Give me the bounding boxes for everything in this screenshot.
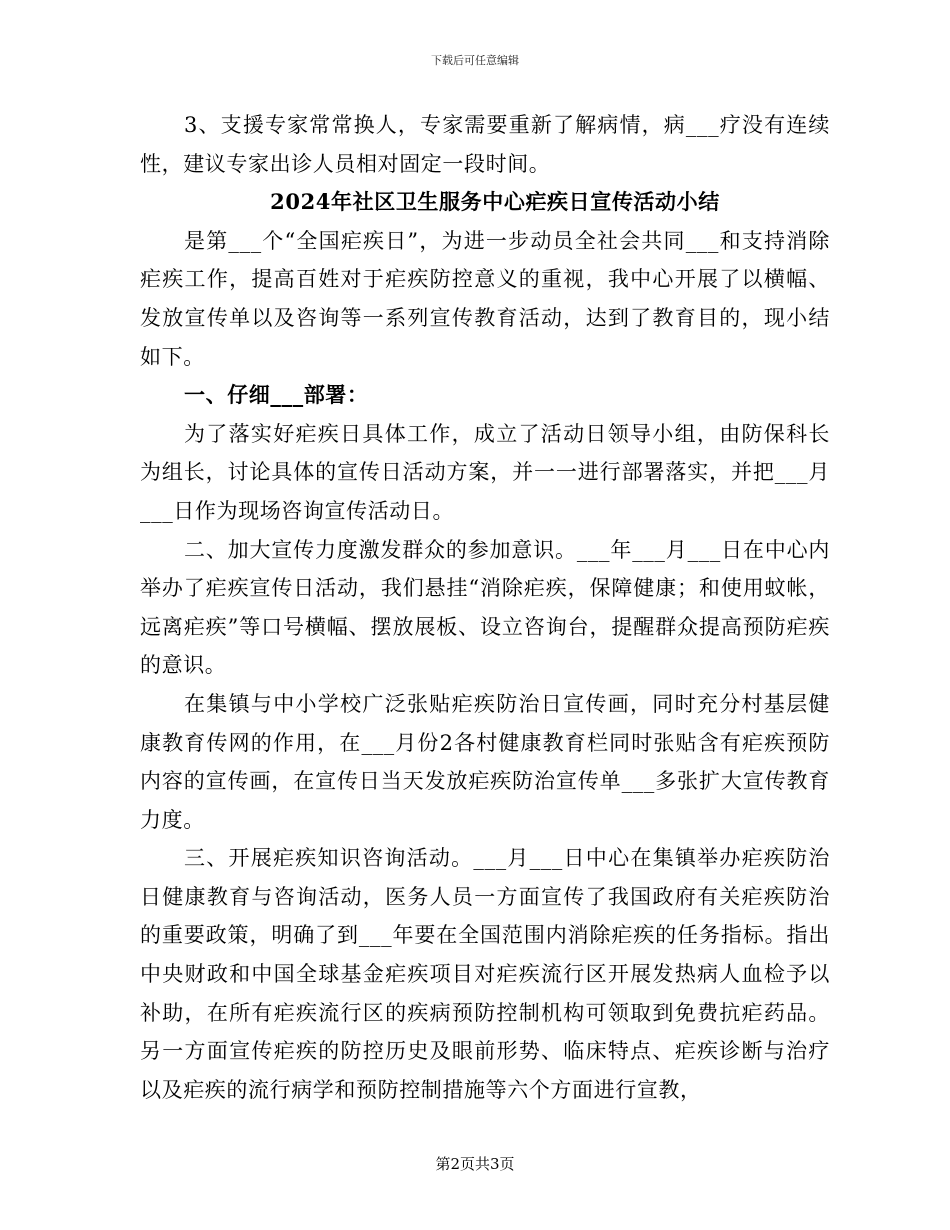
paragraph-leadership-group: 为了落实好疟疾日具体工作，成立了活动日领导小组，由防保科长为组长，讨论具体的宣传日活动方案，并一一进行部署落实，并把___月___日作为现场咨询宣传活动日。 [140, 421, 830, 523]
paragraph-support-experts: 3、支援专家常常换人，专家需要重新了解病情，病___疗没有连续性，建议专家出诊人员相对固定一段时间。 [140, 113, 830, 176]
page-number: 第2页共3页 [435, 1155, 515, 1173]
paragraph-intro: 是第___个“全国疟疾日”，为进一步动员全社会共同___和支持消除疟疾工作，提高百姓对于疟疾防控意义的重视，我中心开展了以横幅、发放宣传单以及咨询等一系列宣传教育活动，达到了教育目的，现小结如下。 [140, 228, 830, 369]
section-heading-deployment: 一、仔细___部署： [184, 382, 369, 408]
page-header: 下载后可任意编辑 [431, 54, 519, 67]
document-title: 2024年社区卫生服务中心疟疾日宣传活动小结 [270, 189, 720, 215]
paragraph-publicity: 二、加大宣传力度激发群众的参加意识。___年___月___日在中心内举办了疟疾宣传日活动，我们悬挂“消除疟疾，保障健康；和使用蚊帐，远离疟疾”等口号横幅、摆放展板、设立咨询台，提醒群众提高预防疟疾的意识。 [140, 537, 830, 678]
paragraph-consultation: 三、开展疟疾知识咨询活动。___月___日中心在集镇举办疟疾防治日健康教育与咨询活动，医务人员一方面宣传了我国政府有关疟疾防治的重要政策，明确了到___年要在全国范围内消除疟疾的任务指标。指出中央财政和中国全球基金疟疾项目对疟疾流行区开展发热病人血检予以补助，在所有疟疾流行区的疾病预防控制机构可领取到免费抗疟药品。另一方面宣传疟疾的防控历史及眼前形势、临床特点、疟疾诊断与治疗以及疟疾的流行病学和预防控制措施等六个方面进行宣教， [140, 846, 830, 1102]
paragraph-posters: 在集镇与中小学校广泛张贴疟疾防治日宣传画，同时充分村基层健康教育传网的作用，在___月份2各村健康教育栏同时张贴含有疟疾预防内容的宣传画，在宣传日当天发放疟疾防治宣传单___多张扩大宣传教育力度。 [140, 691, 830, 832]
document-body [140, 106, 830, 1109]
